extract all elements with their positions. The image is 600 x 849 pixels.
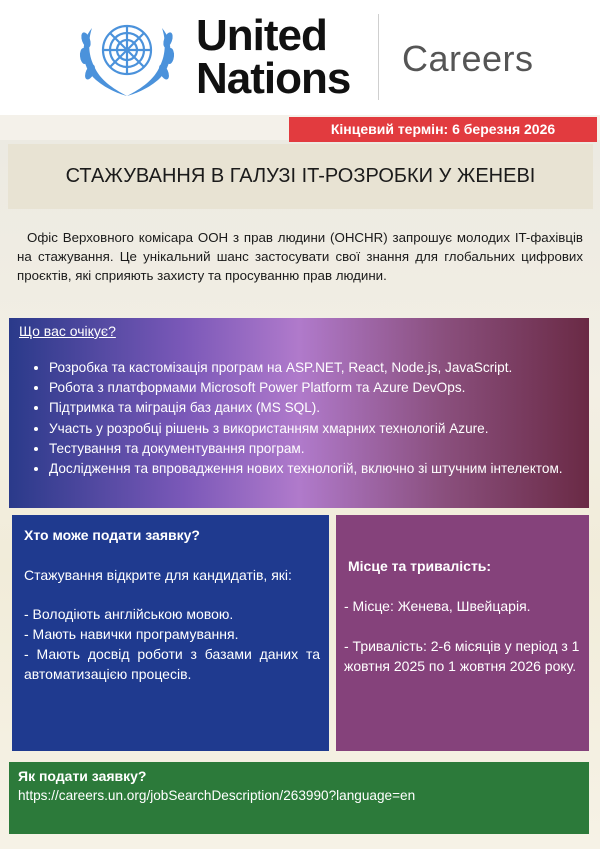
location-panel [336, 515, 589, 751]
location-text: - Місце: Женева, Швейцарія. [344, 598, 531, 614]
eligibility-lead: Стажування відкрите для кандидатів, які: [24, 567, 292, 583]
brand-line-1: United [196, 11, 327, 60]
header [0, 0, 600, 115]
list-item: • Тестування та документування програм. [49, 439, 587, 459]
brand-line-2: Nations [196, 54, 351, 103]
eligibility-panel [12, 515, 329, 751]
page-title: СТАЖУВАННЯ В ГАЛУЗІ IT-РОЗРОБКИ У ЖЕНЕВІ [65, 165, 536, 187]
location-heading: Місце та тривалість: [348, 558, 492, 574]
duration-text: - Тривалість: 2-6 місяців у період з 1 жовтня 2025 по 1 жовтня 2026 року. [344, 638, 580, 674]
apply-heading: Як подати заявку? [18, 768, 147, 784]
expectations-panel [9, 318, 589, 508]
eligibility-list [24, 604, 320, 684]
apply-panel [9, 762, 589, 834]
brand-wordmark [196, 11, 351, 103]
list-item: - Мають навички програмування. [24, 626, 239, 642]
deadline-banner: Кінцевий термін: 6 березня 2026 [289, 117, 597, 142]
expectations-heading: Що вас очікує? [19, 323, 116, 339]
list-item: • Робота з платформами Microsoft Power Platform та Azure DevOps. [49, 378, 587, 398]
intro-paragraph: Офіс Верховного комісара ООН з прав людини (OHCHR) запрошує молодих IT-фахівців на стажування. Це унікальний шанс застосувати свої знання для глобальних цифрових проєктів, які сприяють захисту та просуванню прав людини. [17, 230, 583, 283]
list-item: • Підтримка та міграція баз даних (MS SQL). [49, 398, 587, 418]
list-item: • Участь у розробці рішень з використанням хмарних технологій Azure. [49, 419, 587, 439]
eligibility-heading: Хто може подати заявку? [24, 527, 200, 543]
brand-divider [378, 14, 379, 100]
careers-label: Careers [402, 38, 534, 79]
expectations-list [9, 358, 587, 479]
un-emblem-icon [72, 8, 182, 100]
list-item: - Мають досвід роботи з базами даних та автоматизацією процесів. [24, 646, 320, 682]
list-item: • Розробка та кастомізація програм на ASP.NET, React, Node.js, JavaScript. [49, 358, 587, 378]
location-details [344, 596, 580, 676]
list-item: • Дослідження та впровадження нових технологій, включно зі штучним інтелектом. [49, 459, 587, 479]
apply-link[interactable]: https://careers.un.org/jobSearchDescription/263990?language=en [18, 788, 416, 803]
list-item: - Володіють англійською мовою. [24, 606, 234, 622]
